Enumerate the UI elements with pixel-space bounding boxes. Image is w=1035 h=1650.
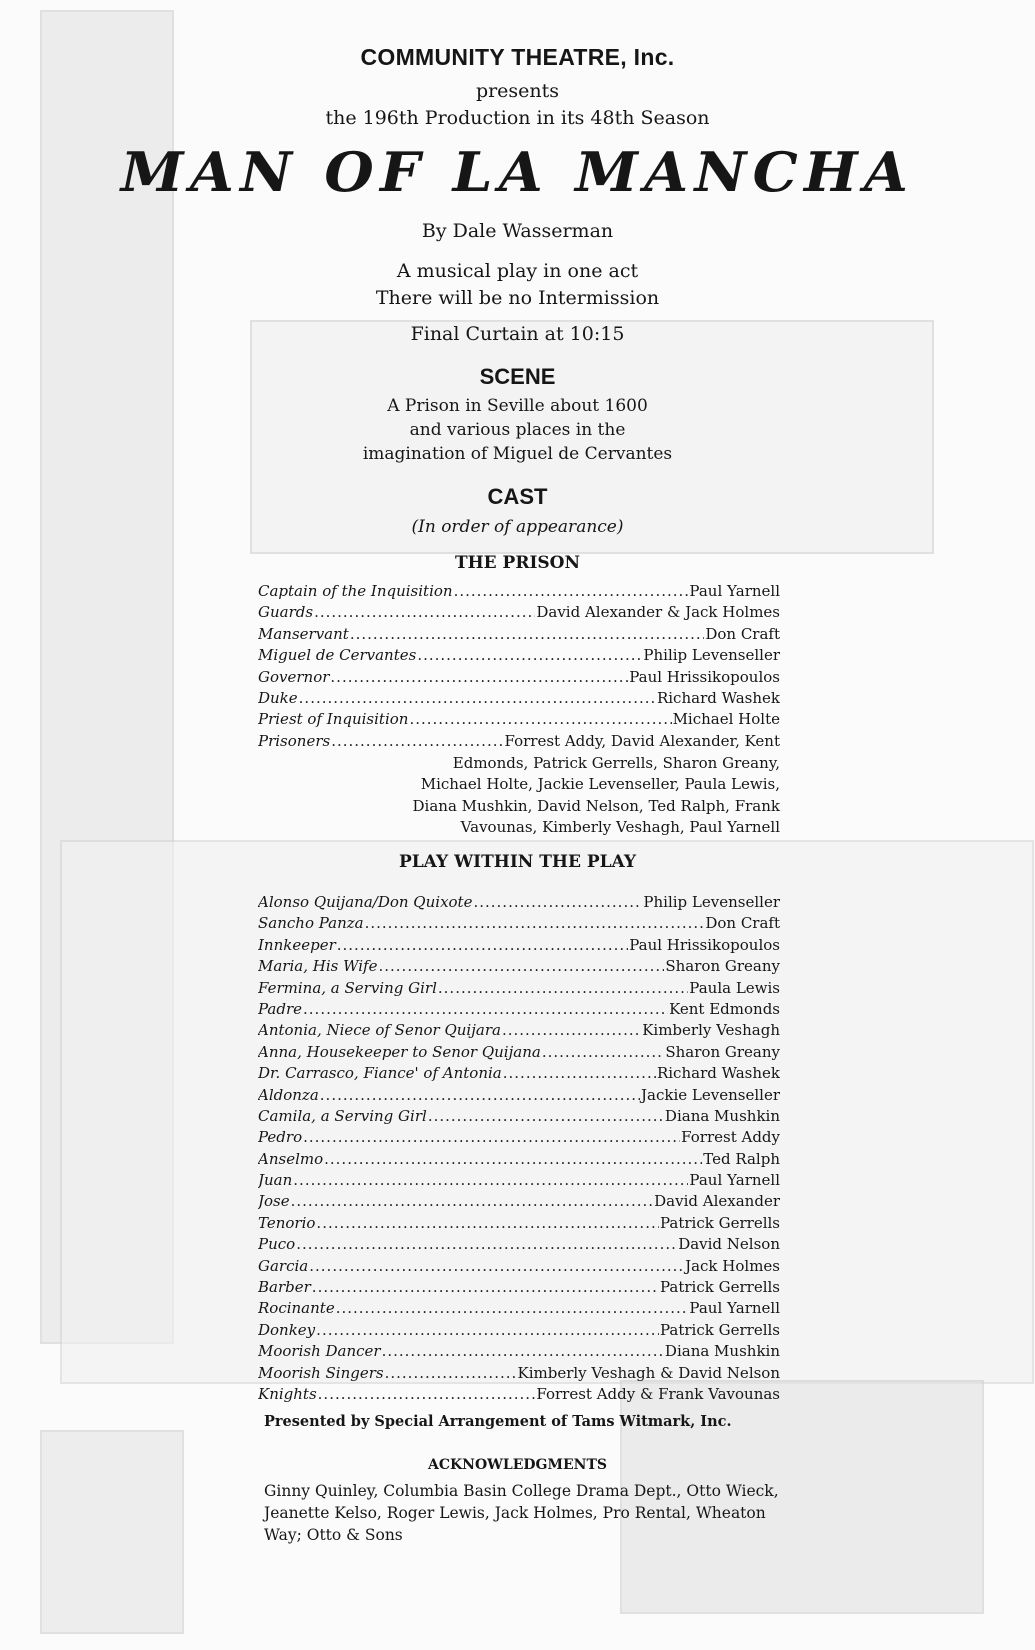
actor-name: David Nelson xyxy=(678,1235,780,1254)
prison-cast-list xyxy=(258,582,780,753)
cast-row xyxy=(258,1107,780,1128)
role-name: Innkeeper xyxy=(258,935,336,954)
role-name: Sancho Panza xyxy=(258,914,364,933)
role-name: Donkey xyxy=(258,1320,316,1339)
acknowledgments-body: Ginny Quinley, Columbia Basin College Drama Dept., Otto Wieck, Jeanette Kelso, Roger Lewis, Jack Holmes, Pro Rental, Wheaton Way; Otto & Sons xyxy=(264,1482,779,1544)
actor-name: Philip Levenseller xyxy=(643,646,780,665)
actor-name: Michael Holte xyxy=(672,710,780,729)
cast-row xyxy=(258,1171,780,1192)
role-name: Duke xyxy=(258,688,298,707)
actor-name: Don Craft xyxy=(705,624,780,643)
intermission-line: There will be no Intermission xyxy=(375,287,660,309)
dot-leader xyxy=(503,1064,656,1082)
author-line: By Dale Wasserman xyxy=(421,220,614,242)
dot-leader xyxy=(365,914,705,932)
dot-leader xyxy=(314,603,535,621)
presents-line: presents xyxy=(475,80,560,102)
cast-row xyxy=(258,979,780,1000)
dot-leader xyxy=(542,1043,665,1061)
dot-leader xyxy=(331,732,503,750)
role-name: Guards xyxy=(258,603,314,622)
cast-row xyxy=(258,710,780,731)
role-name: Puco xyxy=(258,1235,296,1254)
dot-leader xyxy=(309,1257,684,1275)
cast-row xyxy=(258,582,780,603)
cast-row xyxy=(258,646,780,667)
dot-leader xyxy=(303,1128,680,1146)
prisoners-continuation xyxy=(258,753,780,839)
cast-subheading: (In order of appearance) xyxy=(411,517,624,537)
dot-leader xyxy=(296,1235,677,1253)
cast-row xyxy=(258,1257,780,1278)
cast-row xyxy=(258,732,780,753)
actor-name: Forrest Addy xyxy=(681,1128,780,1147)
acknowledgments-heading: ACKNOWLEDGMENTS xyxy=(428,1457,607,1473)
actor-name: Don Craft xyxy=(705,914,780,933)
actor-name: Paul Hrissikopoulos xyxy=(629,667,780,686)
cast-row xyxy=(258,957,780,978)
actor-name: Richard Washek xyxy=(656,688,780,707)
actor-name: Kimberly Veshagh xyxy=(642,1021,780,1040)
role-name: Knights xyxy=(258,1384,317,1403)
dot-leader xyxy=(378,957,664,975)
cast-row xyxy=(258,1086,780,1107)
cast-row xyxy=(258,1192,780,1213)
dot-leader xyxy=(417,646,642,664)
role-name: Alonso Quijana/Don Quixote xyxy=(258,893,473,911)
actor-name: Paul Yarnell xyxy=(689,582,780,600)
cast-row xyxy=(258,1000,780,1021)
musical-line: A musical play in one act xyxy=(396,260,639,282)
role-name: Moorish Dancer xyxy=(258,1342,381,1361)
dot-leader xyxy=(316,1214,659,1232)
dot-leader xyxy=(409,710,671,728)
cast-row xyxy=(258,1385,780,1406)
actor-name: Forrest Addy, David Alexander, Kent xyxy=(504,731,780,750)
cast-row xyxy=(258,1278,780,1299)
cast-row xyxy=(258,625,780,646)
prisoners-line: Vavounas, Kimberly Veshagh, Paul Yarnell xyxy=(460,818,780,837)
cast-row xyxy=(258,603,780,624)
dot-leader xyxy=(350,625,705,643)
role-name: Anselmo xyxy=(258,1149,324,1168)
actor-name: Patrick Gerrells xyxy=(660,1213,780,1232)
dot-leader xyxy=(299,689,656,707)
actor-name: Kent Edmonds xyxy=(669,999,780,1018)
dot-leader xyxy=(382,1342,664,1360)
dot-leader xyxy=(428,1107,664,1125)
cast-row xyxy=(258,668,780,689)
role-name: Tenorio xyxy=(258,1213,316,1232)
company-name: COMMUNITY THEATRE, Inc. xyxy=(360,44,675,70)
cast-row xyxy=(258,914,780,935)
cast-row xyxy=(258,936,780,957)
role-name: Governor xyxy=(258,667,330,686)
dot-leader xyxy=(312,1278,659,1296)
arrangement-note: Presented by Special Arrangement of Tams Witmark, Inc. xyxy=(264,1413,732,1430)
dot-leader xyxy=(330,668,628,686)
role-name: Rocinante xyxy=(258,1299,335,1318)
role-name: Manservant xyxy=(258,624,349,643)
scene-line: and various places in the xyxy=(409,420,626,440)
cast-heading: CAST xyxy=(487,484,548,509)
actor-name: David Alexander xyxy=(654,1192,780,1211)
play-title: MAN OF LA MANCHA xyxy=(120,140,915,204)
play-within-heading: PLAY WITHIN THE PLAY xyxy=(398,852,637,872)
dot-leader xyxy=(316,1321,659,1339)
role-name: Barber xyxy=(258,1278,311,1297)
role-name: Antonia, Niece of Senor Quijara xyxy=(258,1021,501,1040)
role-name: Miguel de Cervantes xyxy=(258,646,417,665)
actor-name: Paula Lewis xyxy=(689,978,780,997)
actor-name: Patrick Gerrells xyxy=(660,1278,780,1297)
actor-name: Sharon Greany xyxy=(665,1042,780,1061)
dot-leader xyxy=(293,1171,688,1189)
actor-name: Diana Mushkin xyxy=(664,1342,780,1361)
cast-row xyxy=(258,1064,780,1085)
production-line: the 196th Production in its 48th Season xyxy=(325,107,710,129)
cast-row xyxy=(258,1150,780,1171)
role-name: Dr. Carrasco, Fiance' of Antonia xyxy=(258,1064,502,1083)
role-name: Pedro xyxy=(258,1128,303,1147)
actor-name: David Alexander & Jack Holmes xyxy=(536,603,780,622)
cast-row xyxy=(258,1021,780,1042)
scene-line: imagination of Miguel de Cervantes xyxy=(362,444,673,464)
actor-name: Diana Mushkin xyxy=(664,1106,780,1125)
dot-leader xyxy=(320,1086,640,1104)
prisoners-line: Diana Mushkin, David Nelson, Ted Ralph, Frank xyxy=(412,796,780,815)
dot-leader xyxy=(337,936,628,954)
role-name: Camila, a Serving Girl xyxy=(258,1106,427,1125)
scene-heading: SCENE xyxy=(479,364,556,389)
role-name: Prisoners xyxy=(258,731,331,750)
cast-row xyxy=(258,893,780,914)
actor-name: Kimberly Veshagh & David Nelson xyxy=(517,1363,780,1382)
role-name: Juan xyxy=(258,1171,293,1190)
actor-name: Sharon Greany xyxy=(665,957,780,976)
dot-leader xyxy=(473,893,642,911)
prisoners-line: Michael Holte, Jackie Levenseller, Paula Lewis, xyxy=(420,775,780,794)
role-name: Maria, His Wife xyxy=(258,957,378,976)
role-name: Anna, Housekeeper to Senor Quijana xyxy=(258,1042,541,1061)
actor-name: Ted Ralph xyxy=(703,1149,780,1168)
actor-name: Jackie Levenseller xyxy=(641,1085,780,1104)
actor-name: Paul Hrissikopoulos xyxy=(629,935,780,954)
cast-row xyxy=(258,1364,780,1385)
prisoners-line: Edmonds, Patrick Gerrells, Sharon Greany, xyxy=(452,754,780,772)
actor-name: Forrest Addy & Frank Vavounas xyxy=(536,1384,780,1403)
cast-row xyxy=(258,1321,780,1342)
dot-leader xyxy=(336,1299,689,1317)
cast-row xyxy=(258,689,780,710)
dot-leader xyxy=(318,1385,536,1403)
cast-row xyxy=(258,1342,780,1363)
role-name: Fermina, a Serving Girl xyxy=(258,978,437,997)
actor-name: Paul Yarnell xyxy=(689,1299,780,1318)
dot-leader xyxy=(438,979,688,997)
curtain-line: Final Curtain at 10:15 xyxy=(410,323,625,345)
role-name: Padre xyxy=(258,999,303,1018)
cast-row xyxy=(258,1128,780,1149)
cast-row xyxy=(258,1043,780,1064)
role-name: Captain of the Inquisition xyxy=(258,582,453,600)
dot-leader xyxy=(454,582,689,600)
cast-row xyxy=(258,1235,780,1256)
actor-name: Patrick Gerrells xyxy=(660,1320,780,1339)
actor-name: Paul Yarnell xyxy=(689,1171,780,1190)
play-within-cast-list xyxy=(258,893,780,1406)
role-name: Garcia xyxy=(258,1256,309,1275)
role-name: Priest of Inquisition xyxy=(258,710,409,729)
dot-leader xyxy=(291,1192,654,1210)
scene-line: A Prison in Seville about 1600 xyxy=(387,396,648,416)
dot-leader xyxy=(385,1364,517,1382)
dot-leader xyxy=(324,1150,702,1168)
role-name: Aldonza xyxy=(258,1085,319,1104)
role-name: Jose xyxy=(258,1192,290,1211)
role-name: Moorish Singers xyxy=(258,1363,384,1382)
cast-row xyxy=(258,1299,780,1320)
actor-name: Philip Levenseller xyxy=(643,893,780,911)
prison-heading: THE PRISON xyxy=(454,553,581,573)
actor-name: Jack Holmes xyxy=(685,1256,780,1275)
dot-leader xyxy=(502,1021,641,1039)
cast-row xyxy=(258,1214,780,1235)
actor-name: Richard Washek xyxy=(656,1064,780,1083)
dot-leader xyxy=(303,1000,668,1018)
